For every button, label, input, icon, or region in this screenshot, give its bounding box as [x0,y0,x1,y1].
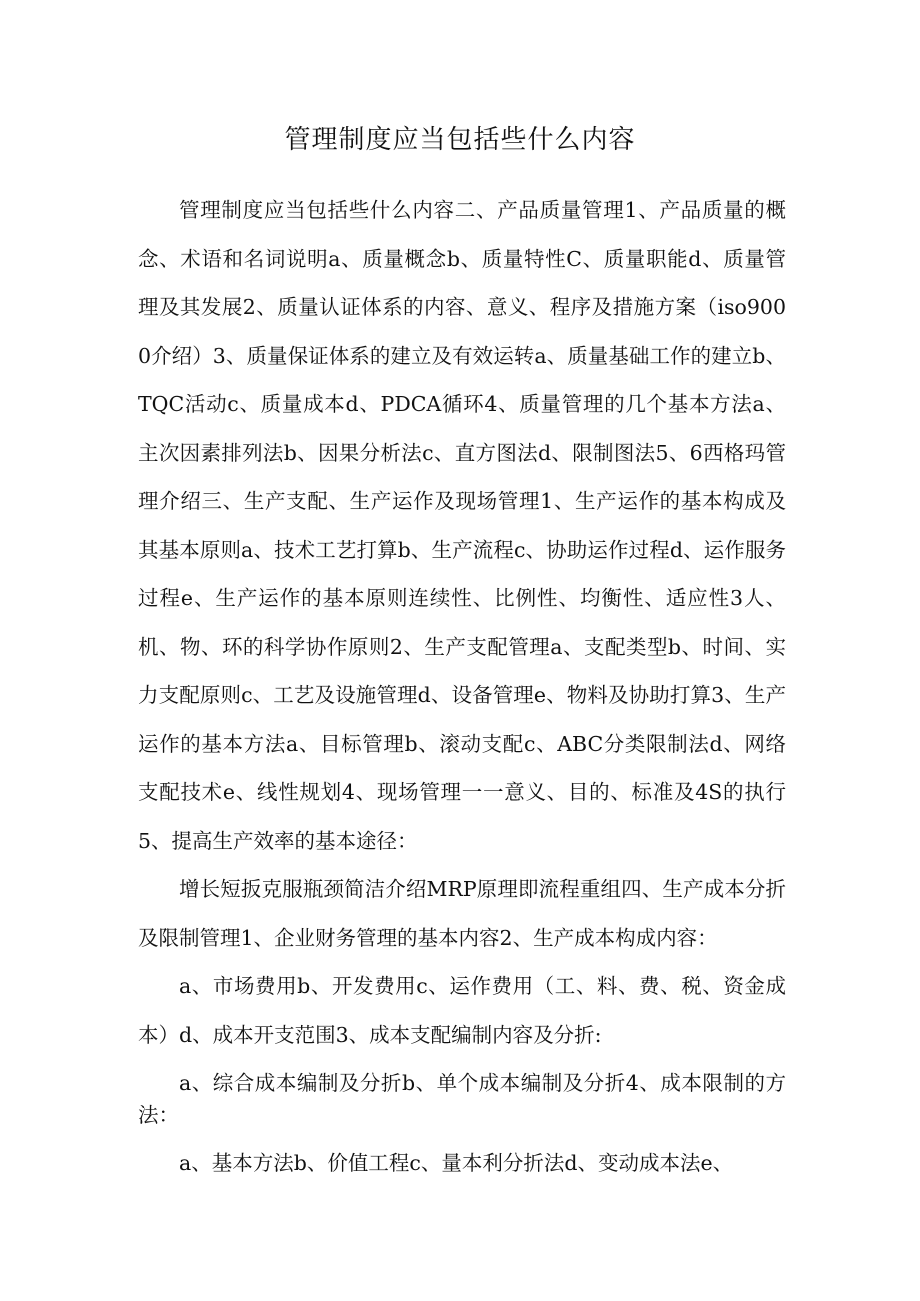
paragraph-1: 管理制度应当包括些什么内容二、产品质量管理1、产品质量的概念、术语和名词说明a、质量概念b、质量特性C、质量职能d、质量管理及其发展2、质量认证体系的内容、意义、程序及措施方案（iso9000介绍）3、质量保证体系的建立及有效运转a、质量基础工作的建立b、TQC活动c、质量成本d、PDCA循环4、质量管理的几个基本方法a、主次因素排列法b、因果分析法c、直方图法d、限制图法5、6西格玛管理介绍三、生产支配、生产运作及现场管理1、生产运作的基本构成及其基本原则a、技术工艺打算b、生产流程c、协助运作过程d、运作服务过程e、生产运作的基本原则连续性、比例性、均衡性、适应性3人、机、物、环的科学协作原则2、生产支配管理a、支配类型b、时间、实力支配原则c、工艺及设施管理d、设备管理e、物料及协助打算3、生产运作的基本方法a、目标管理b、滚动支配c、ABC分类限制法d、网络支配技术e、线性规划4、现场管理一一意义、目的、标准及4S的执行5、提高生产效率的基本途径： [138,198,786,853]
paragraph-3: a、市场费用b、开发费用c、运作费用（工、料、费、税、资金成本）d、成本开支范围3、成本支配编制内容及分折: [138,974,786,1047]
paragraph-5: a、基本方法b、价值工程c、量本利分折法d、变动成本法e、 [179,1151,734,1175]
document-body [138,186,786,1188]
paragraph-2: 增长短扳克服瓶颈简洁介绍MRP原理即流程重组四、生产成本分折及限制管理1、企业财务管理的基本内容2、生产成本构成内容： [138,877,786,950]
document-title: 管理制度应当包括些什么内容 [284,125,636,155]
paragraph-4: a、综合成本编制及分折b、单个成本编制及分折4、成本限制的方法： [138,1071,786,1127]
